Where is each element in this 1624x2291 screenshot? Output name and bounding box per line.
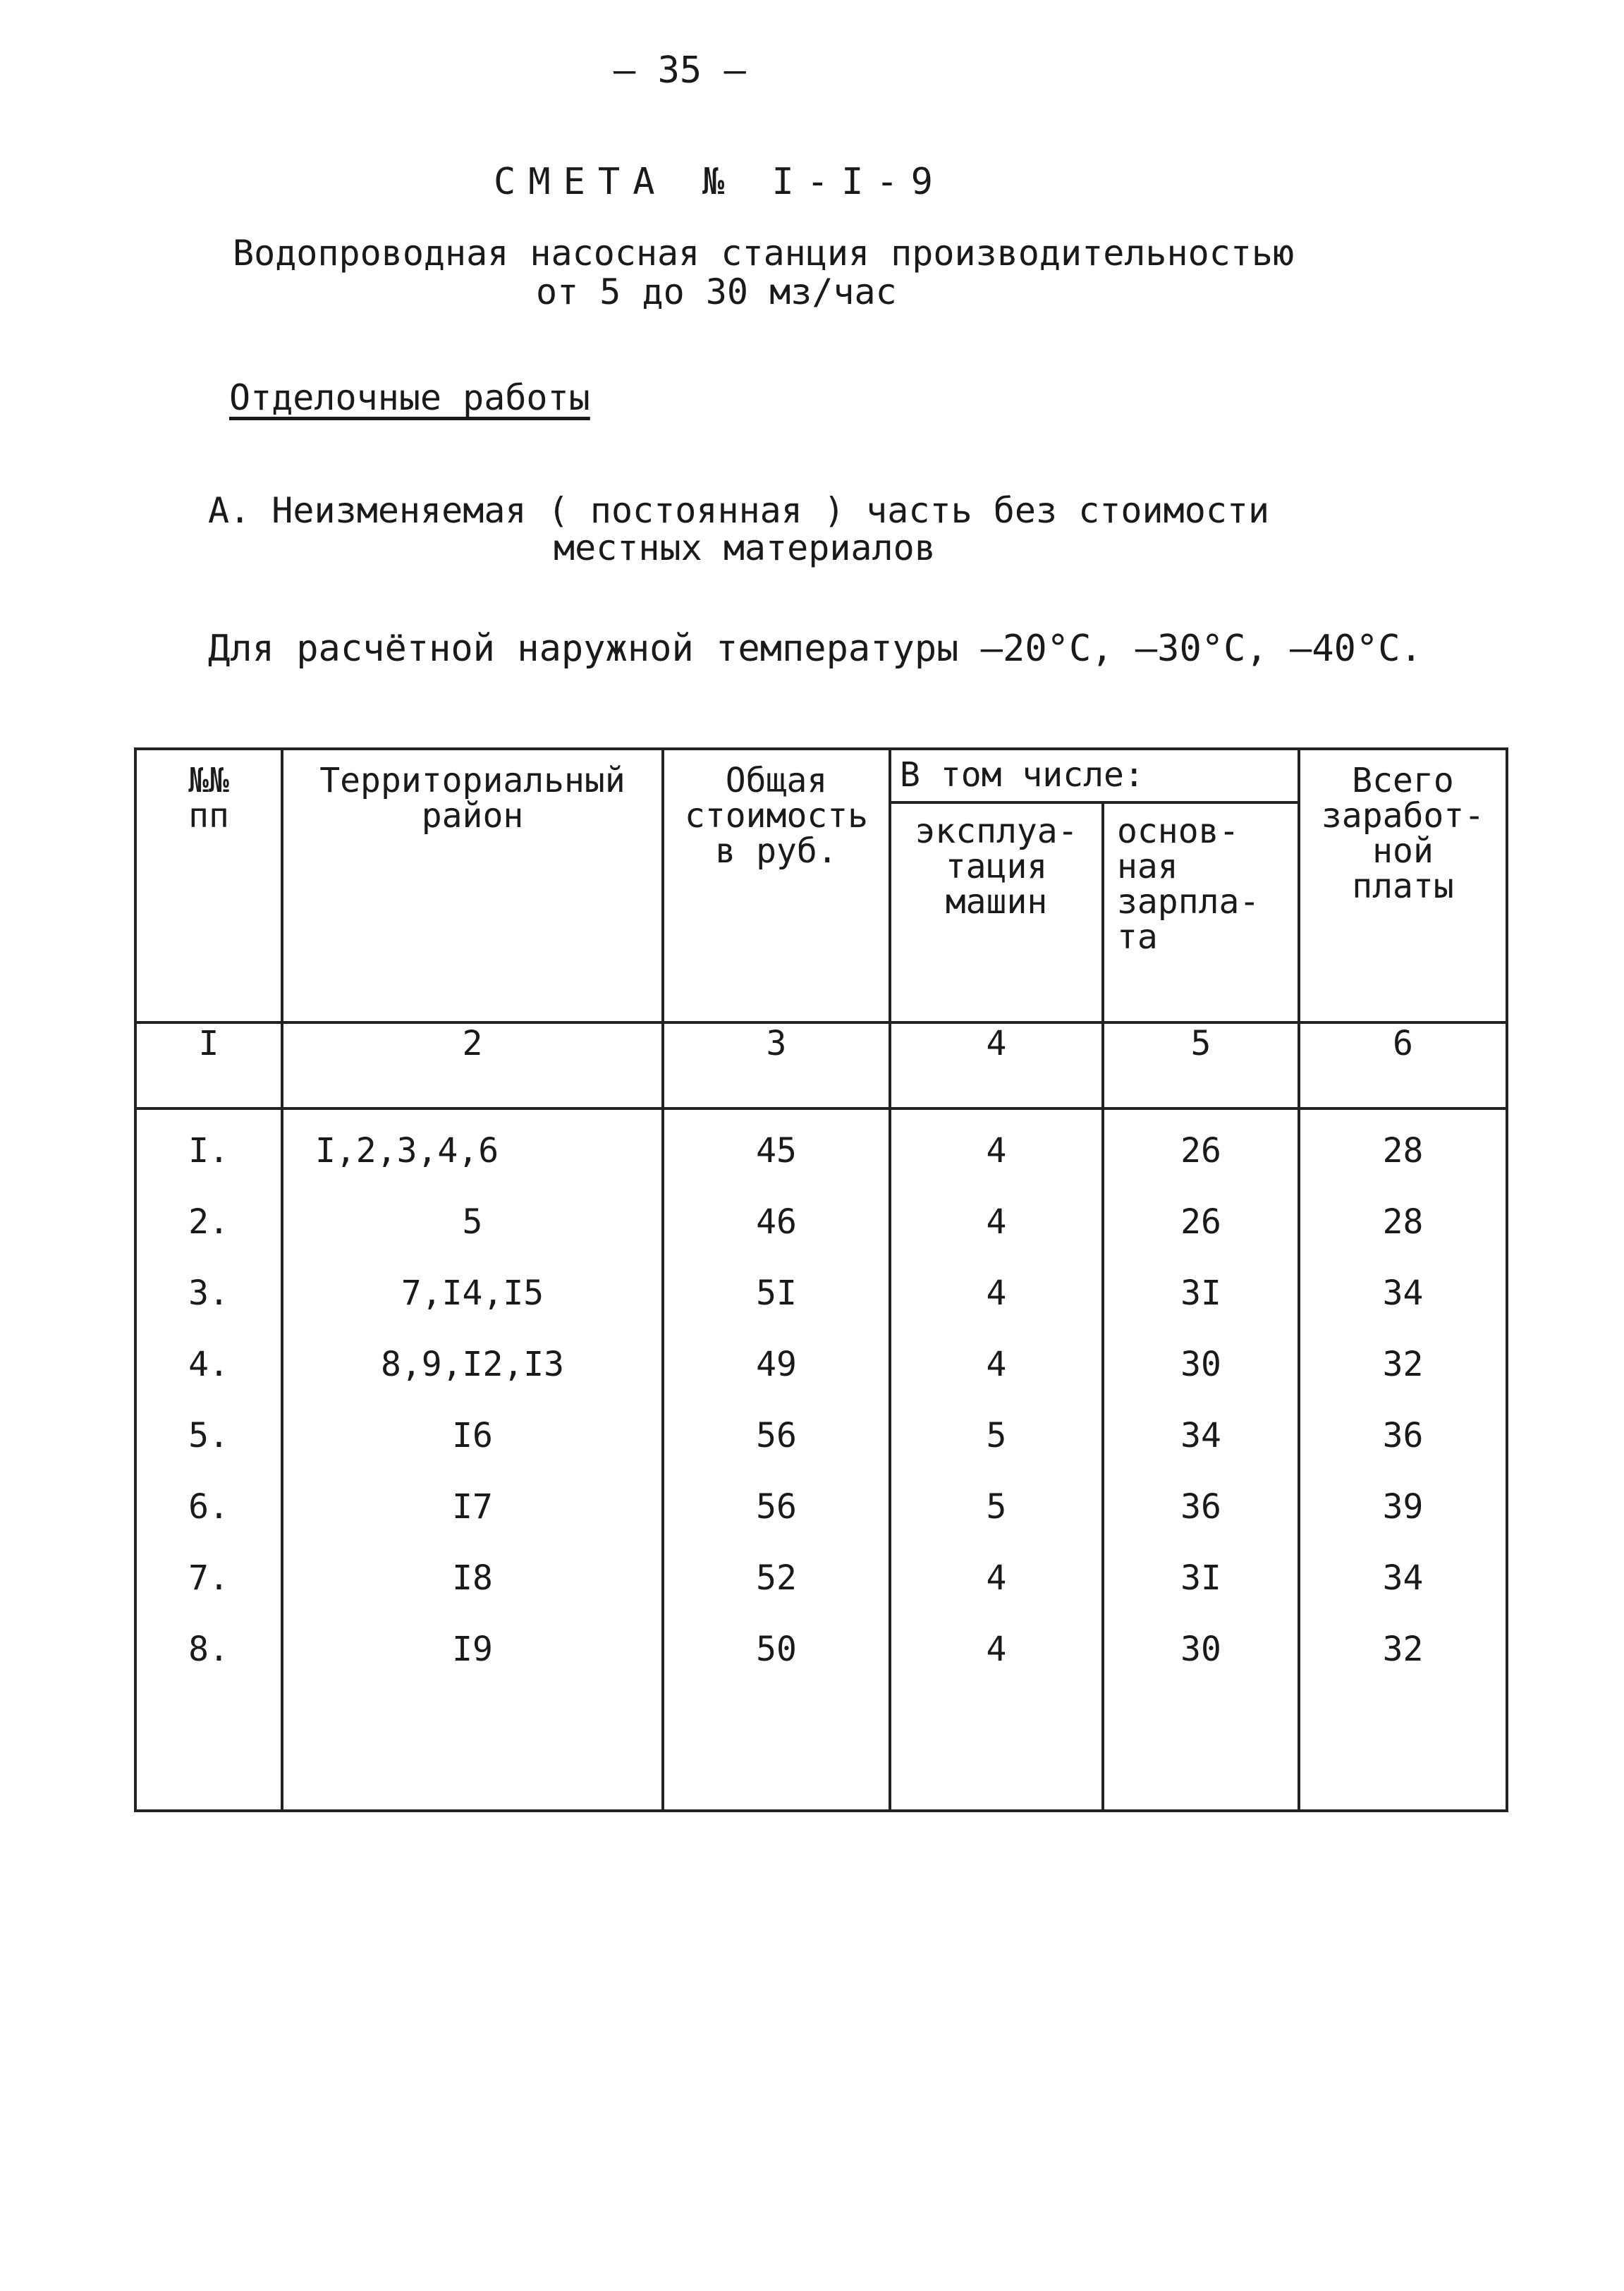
table-row — [135, 1630, 1507, 1701]
table-row — [135, 1487, 1507, 1558]
row-total-wage: 28 — [1299, 1202, 1507, 1273]
column-number: I — [135, 1022, 282, 1108]
header-base-wage: основ- ная зарпла- та — [1103, 802, 1299, 1022]
row-machines: 4 — [890, 1108, 1103, 1202]
page-number: – 35 – — [613, 49, 746, 92]
row-number: 3. — [135, 1273, 282, 1345]
row-base-wage: 26 — [1103, 1202, 1299, 1273]
row-base-wage: 26 — [1103, 1108, 1299, 1202]
row-district: I6 — [282, 1416, 663, 1487]
row-district: I9 — [282, 1630, 663, 1701]
row-number: I. — [135, 1108, 282, 1202]
subtitle-line-2: от 5 до 30 мз/час — [536, 271, 897, 312]
row-total-wage: 34 — [1299, 1273, 1507, 1345]
row-machines: 5 — [890, 1416, 1103, 1487]
table-row — [135, 1273, 1507, 1345]
row-total-wage: 28 — [1299, 1108, 1507, 1202]
row-total-cost: 56 — [663, 1487, 890, 1558]
column-number: 6 — [1299, 1022, 1507, 1108]
table-row — [135, 1558, 1507, 1630]
row-total-cost: 46 — [663, 1202, 890, 1273]
row-machines: 4 — [890, 1273, 1103, 1345]
row-base-wage: 36 — [1103, 1487, 1299, 1558]
document-title: СМЕТА № I-I-9 — [494, 161, 946, 203]
section-heading: Отделочные работы — [229, 377, 590, 418]
row-number: 6. — [135, 1487, 282, 1558]
row-total-wage: 39 — [1299, 1487, 1507, 1558]
part-a-line-1: А. Неизменяемая ( постоянная ) часть без стоимости — [208, 490, 1270, 531]
column-number: 4 — [890, 1022, 1103, 1108]
row-machines: 4 — [890, 1202, 1103, 1273]
table-row — [135, 1202, 1507, 1273]
header-group-including: В том числе: — [890, 749, 1299, 802]
column-number: 5 — [1103, 1022, 1299, 1108]
row-district: I,2,3,4,6 — [282, 1108, 663, 1202]
row-machines: 4 — [890, 1558, 1103, 1630]
estimate-table — [134, 747, 1508, 1812]
subtitle-line-1: Водопроводная насосная станция производительностью — [233, 233, 1295, 274]
row-total-cost: 50 — [663, 1630, 890, 1701]
row-base-wage: 3I — [1103, 1273, 1299, 1345]
row-total-wage: 34 — [1299, 1558, 1507, 1630]
row-total-wage: 32 — [1299, 1630, 1507, 1701]
table-row — [135, 1108, 1507, 1202]
table-filler-row — [135, 1701, 1507, 1811]
column-numbers-row — [135, 1022, 1507, 1108]
row-number: 4. — [135, 1345, 282, 1416]
row-district: 8,9,I2,I3 — [282, 1345, 663, 1416]
row-district: I8 — [282, 1558, 663, 1630]
header-total-cost: Общая стоимость в руб. — [663, 749, 890, 1022]
row-number: 8. — [135, 1630, 282, 1701]
row-base-wage: 30 — [1103, 1345, 1299, 1416]
row-total-cost: 5I — [663, 1273, 890, 1345]
row-base-wage: 30 — [1103, 1630, 1299, 1701]
row-total-cost: 56 — [663, 1416, 890, 1487]
row-base-wage: 3I — [1103, 1558, 1299, 1630]
row-district: I7 — [282, 1487, 663, 1558]
row-total-wage: 36 — [1299, 1416, 1507, 1487]
table-row — [135, 1416, 1507, 1487]
header-machines: эксплуа- тация машин — [890, 802, 1103, 1022]
header-number: №№ пп — [135, 749, 282, 1022]
column-number: 2 — [282, 1022, 663, 1108]
temperature-line: Для расчётной наружной температуры –20°С, –30°С, –40°С. — [208, 628, 1422, 670]
column-number: 3 — [663, 1022, 890, 1108]
row-total-cost: 52 — [663, 1558, 890, 1630]
row-total-cost: 45 — [663, 1108, 890, 1202]
row-total-cost: 49 — [663, 1345, 890, 1416]
row-base-wage: 34 — [1103, 1416, 1299, 1487]
row-number: 5. — [135, 1416, 282, 1487]
row-machines: 5 — [890, 1487, 1103, 1558]
row-machines: 4 — [890, 1345, 1103, 1416]
header-total-wage: Всего заработ- ной платы — [1299, 749, 1507, 1022]
row-district: 5 — [282, 1202, 663, 1273]
row-district: 7,I4,I5 — [282, 1273, 663, 1345]
row-total-wage: 32 — [1299, 1345, 1507, 1416]
table-row — [135, 1345, 1507, 1416]
header-district: Территориальный район — [282, 749, 663, 1022]
row-machines: 4 — [890, 1630, 1103, 1701]
row-number: 2. — [135, 1202, 282, 1273]
part-a-line-2: местных материалов — [554, 527, 936, 568]
row-number: 7. — [135, 1558, 282, 1630]
